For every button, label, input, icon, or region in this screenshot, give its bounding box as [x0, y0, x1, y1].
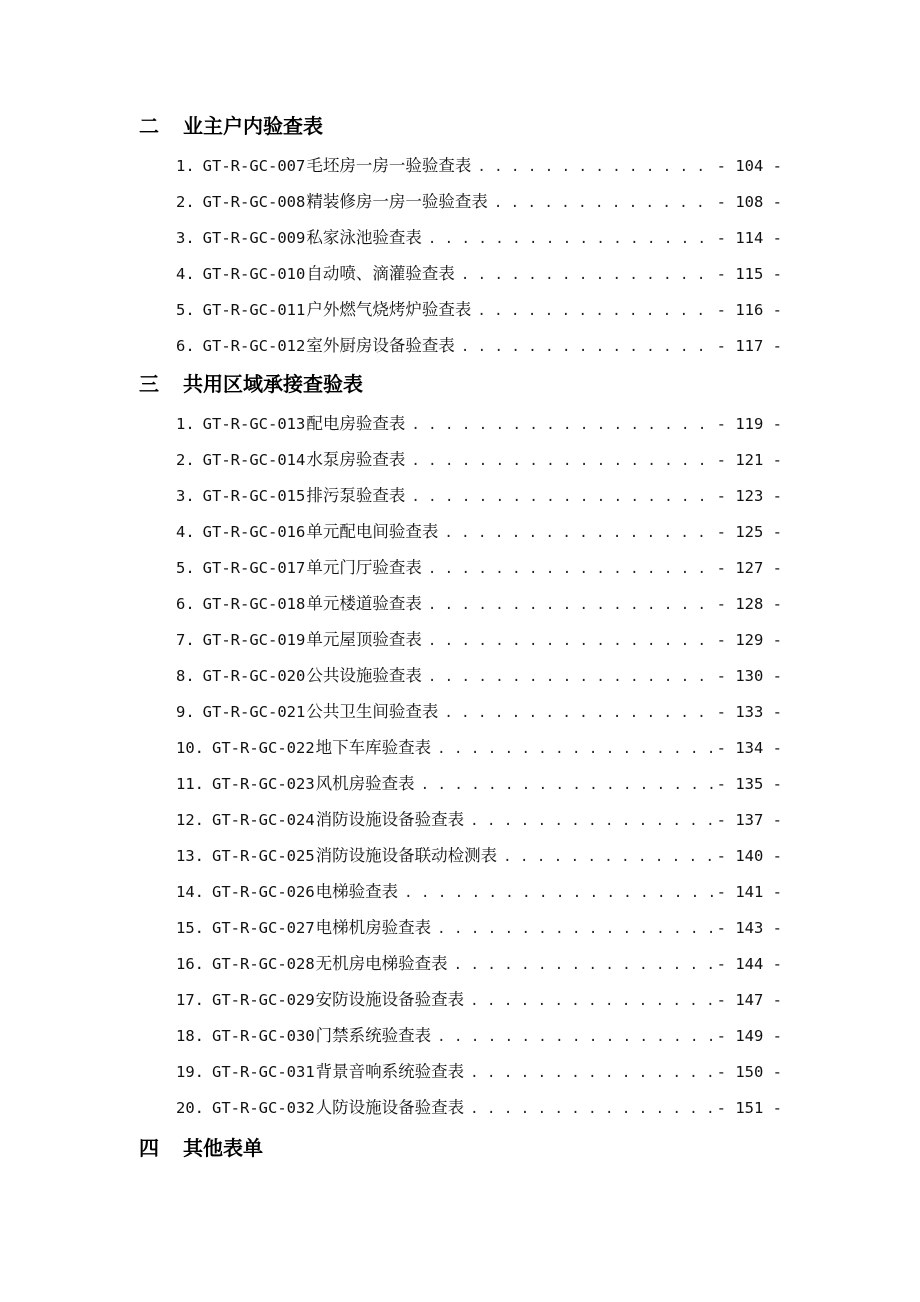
entry-page: - 108 - [716, 193, 782, 211]
toc-entry[interactable] [176, 952, 782, 976]
entry-code: GT-R-GC-029 [212, 991, 315, 1009]
entry-index: 17. [176, 991, 204, 1009]
entry-index: 7. [176, 631, 195, 649]
dot-leader [411, 449, 713, 473]
toc-entry[interactable] [176, 190, 782, 214]
entry-code: GT-R-GC-032 [212, 1099, 315, 1117]
dot-leader [477, 299, 713, 323]
entry-page: - 141 - [716, 883, 782, 901]
section-number: 三 [139, 372, 159, 396]
entry-code: GT-R-GC-008 [202, 193, 306, 211]
section-heading [139, 111, 323, 141]
entry-index: 14. [176, 883, 204, 901]
toc-entry[interactable] [176, 988, 782, 1012]
entry-title: 配电房验查表 [306, 414, 406, 433]
toc-entry[interactable] [176, 298, 782, 322]
dot-leader [437, 737, 714, 761]
entry-title: 单元楼道验查表 [306, 594, 422, 613]
section-title: 其他表单 [183, 1136, 263, 1160]
dot-leader [437, 917, 714, 941]
entry-code: GT-R-GC-020 [202, 667, 306, 685]
entry-index: 9. [176, 703, 195, 721]
entry-page: - 140 - [716, 847, 782, 865]
toc-entry[interactable] [176, 772, 782, 796]
entry-code: GT-R-GC-009 [202, 229, 306, 247]
entry-code: GT-R-GC-021 [202, 703, 306, 721]
entry-page: - 137 - [716, 811, 782, 829]
dot-leader [454, 953, 714, 977]
toc-entry[interactable] [176, 556, 782, 580]
entry-page: - 150 - [716, 1063, 782, 1081]
entry-index: 8. [176, 667, 195, 685]
toc-entry[interactable] [176, 262, 782, 286]
entry-page: - 104 - [716, 157, 782, 175]
entry-code: GT-R-GC-014 [202, 451, 306, 469]
entry-title: 公共卫生间验查表 [306, 702, 439, 721]
entry-title: 户外燃气烧烤炉验查表 [306, 300, 472, 319]
entry-index: 20. [176, 1099, 204, 1117]
entry-title: 私家泳池验查表 [306, 228, 422, 247]
entry-index: 19. [176, 1063, 204, 1081]
entry-code: GT-R-GC-016 [202, 523, 306, 541]
toc-entry[interactable] [176, 448, 782, 472]
toc-entry[interactable] [176, 808, 782, 832]
entry-title: 单元门厅验查表 [306, 558, 422, 577]
dot-leader [470, 809, 714, 833]
dot-leader [437, 1025, 714, 1049]
toc-entry[interactable] [176, 1096, 782, 1120]
entry-code: GT-R-GC-019 [202, 631, 306, 649]
toc-entry[interactable] [176, 154, 782, 178]
entry-index: 5. [176, 559, 195, 577]
entry-page: - 119 - [716, 415, 782, 433]
dot-leader [470, 989, 714, 1013]
entry-page: - 114 - [716, 229, 782, 247]
toc-entry[interactable] [176, 880, 782, 904]
dot-leader [461, 263, 714, 287]
entry-index: 13. [176, 847, 204, 865]
toc-entry[interactable] [176, 700, 782, 724]
toc-entry[interactable] [176, 1060, 782, 1084]
dot-leader [444, 701, 713, 725]
toc-entry[interactable] [176, 664, 782, 688]
dot-leader [411, 485, 713, 509]
entry-title: 人防设施设备验查表 [315, 1098, 465, 1117]
entry-code: GT-R-GC-030 [212, 1027, 315, 1045]
dot-leader [421, 773, 714, 797]
entry-code: GT-R-GC-010 [202, 265, 306, 283]
dot-leader [503, 845, 714, 869]
entry-title: 精装修房一房一验验查表 [306, 192, 488, 211]
entry-page: - 135 - [716, 775, 782, 793]
dot-leader [461, 335, 714, 359]
entry-index: 1. [176, 157, 195, 175]
entry-code: GT-R-GC-018 [202, 595, 306, 613]
toc-entry[interactable] [176, 484, 782, 508]
entry-page: - 123 - [716, 487, 782, 505]
entry-page: - 144 - [716, 955, 782, 973]
entry-index: 1. [176, 415, 195, 433]
entry-index: 18. [176, 1027, 204, 1045]
entry-title: 室外厨房设备验查表 [306, 336, 455, 355]
entry-page: - 134 - [716, 739, 782, 757]
entry-code: GT-R-GC-026 [212, 883, 315, 901]
dot-leader [404, 881, 714, 905]
entry-code: GT-R-GC-012 [202, 337, 306, 355]
section-heading [139, 369, 363, 399]
entry-title: 风机房验查表 [315, 774, 415, 793]
entry-page: - 121 - [716, 451, 782, 469]
entry-code: GT-R-GC-024 [212, 811, 315, 829]
toc-entry[interactable] [176, 736, 782, 760]
dot-leader [470, 1061, 714, 1085]
entry-page: - 115 - [716, 265, 782, 283]
entry-page: - 125 - [716, 523, 782, 541]
entry-index: 6. [176, 337, 195, 355]
toc-entry[interactable] [176, 592, 782, 616]
entry-title: 排污泵验查表 [306, 486, 406, 505]
entry-title: 无机房电梯验查表 [315, 954, 448, 973]
entry-index: 10. [176, 739, 204, 757]
entry-page: - 143 - [716, 919, 782, 937]
entry-title: 单元屋顶验查表 [306, 630, 422, 649]
entry-index: 4. [176, 265, 195, 283]
entry-index: 6. [176, 595, 195, 613]
dot-leader [470, 1097, 714, 1121]
entry-index: 12. [176, 811, 204, 829]
toc-entry[interactable] [176, 916, 782, 940]
entry-title: 电梯验查表 [315, 882, 399, 901]
entry-title: 公共设施验查表 [306, 666, 422, 685]
section-number: 四 [139, 1136, 159, 1160]
toc-entry[interactable] [176, 412, 782, 436]
entry-page: - 151 - [716, 1099, 782, 1117]
entry-title: 电梯机房验查表 [315, 918, 432, 937]
entry-code: GT-R-GC-011 [202, 301, 306, 319]
entry-code: GT-R-GC-025 [212, 847, 315, 865]
entry-title: 水泵房验查表 [306, 450, 406, 469]
toc-entry[interactable] [176, 334, 782, 358]
entry-page: - 130 - [716, 667, 782, 685]
section-heading [139, 1133, 263, 1163]
entry-code: GT-R-GC-027 [212, 919, 315, 937]
entry-code: GT-R-GC-007 [202, 157, 306, 175]
entry-code: GT-R-GC-031 [212, 1063, 315, 1081]
entry-code: GT-R-GC-023 [212, 775, 315, 793]
entry-code: GT-R-GC-017 [202, 559, 306, 577]
entry-title: 消防设施设备验查表 [315, 810, 465, 829]
toc-entry[interactable] [176, 226, 782, 250]
dot-leader [444, 521, 713, 545]
entry-page: - 129 - [716, 631, 782, 649]
entry-index: 15. [176, 919, 204, 937]
dot-leader [428, 557, 714, 581]
entry-index: 11. [176, 775, 204, 793]
entry-index: 2. [176, 193, 195, 211]
toc-entry[interactable] [176, 844, 782, 868]
toc-entry[interactable] [176, 1024, 782, 1048]
entry-code: GT-R-GC-013 [202, 415, 306, 433]
entry-title: 门禁系统验查表 [315, 1026, 432, 1045]
dot-leader [428, 665, 714, 689]
toc-entry[interactable] [176, 520, 782, 544]
entry-title: 消防设施设备联动检测表 [315, 846, 498, 865]
entry-title: 毛坯房一房一验验查表 [306, 156, 472, 175]
entry-page: - 128 - [716, 595, 782, 613]
dot-leader [411, 413, 713, 437]
entry-title: 自动喷、滴灌验查表 [306, 264, 455, 283]
dot-leader [428, 629, 714, 653]
entry-page: - 116 - [716, 301, 782, 319]
entry-index: 3. [176, 487, 195, 505]
dot-leader [477, 155, 713, 179]
dot-leader [494, 191, 714, 215]
entry-index: 3. [176, 229, 195, 247]
entry-index: 4. [176, 523, 195, 541]
section-title: 业主户内验查表 [183, 114, 323, 138]
entry-page: - 147 - [716, 991, 782, 1009]
entry-page: - 149 - [716, 1027, 782, 1045]
dot-leader [428, 227, 714, 251]
entry-page: - 133 - [716, 703, 782, 721]
entry-title: 安防设施设备验查表 [315, 990, 465, 1009]
entry-page: - 127 - [716, 559, 782, 577]
entry-index: 2. [176, 451, 195, 469]
entry-code: GT-R-GC-015 [202, 487, 306, 505]
entry-page: - 117 - [716, 337, 782, 355]
entry-index: 5. [176, 301, 195, 319]
entry-code: GT-R-GC-022 [212, 739, 315, 757]
entry-code: GT-R-GC-028 [212, 955, 315, 973]
entry-title: 背景音响系统验查表 [315, 1062, 465, 1081]
section-title: 共用区域承接查验表 [183, 372, 363, 396]
entry-title: 地下车库验查表 [315, 738, 432, 757]
entry-title: 单元配电间验查表 [306, 522, 439, 541]
dot-leader [428, 593, 714, 617]
entry-index: 16. [176, 955, 204, 973]
toc-entry[interactable] [176, 628, 782, 652]
section-number: 二 [139, 114, 159, 138]
